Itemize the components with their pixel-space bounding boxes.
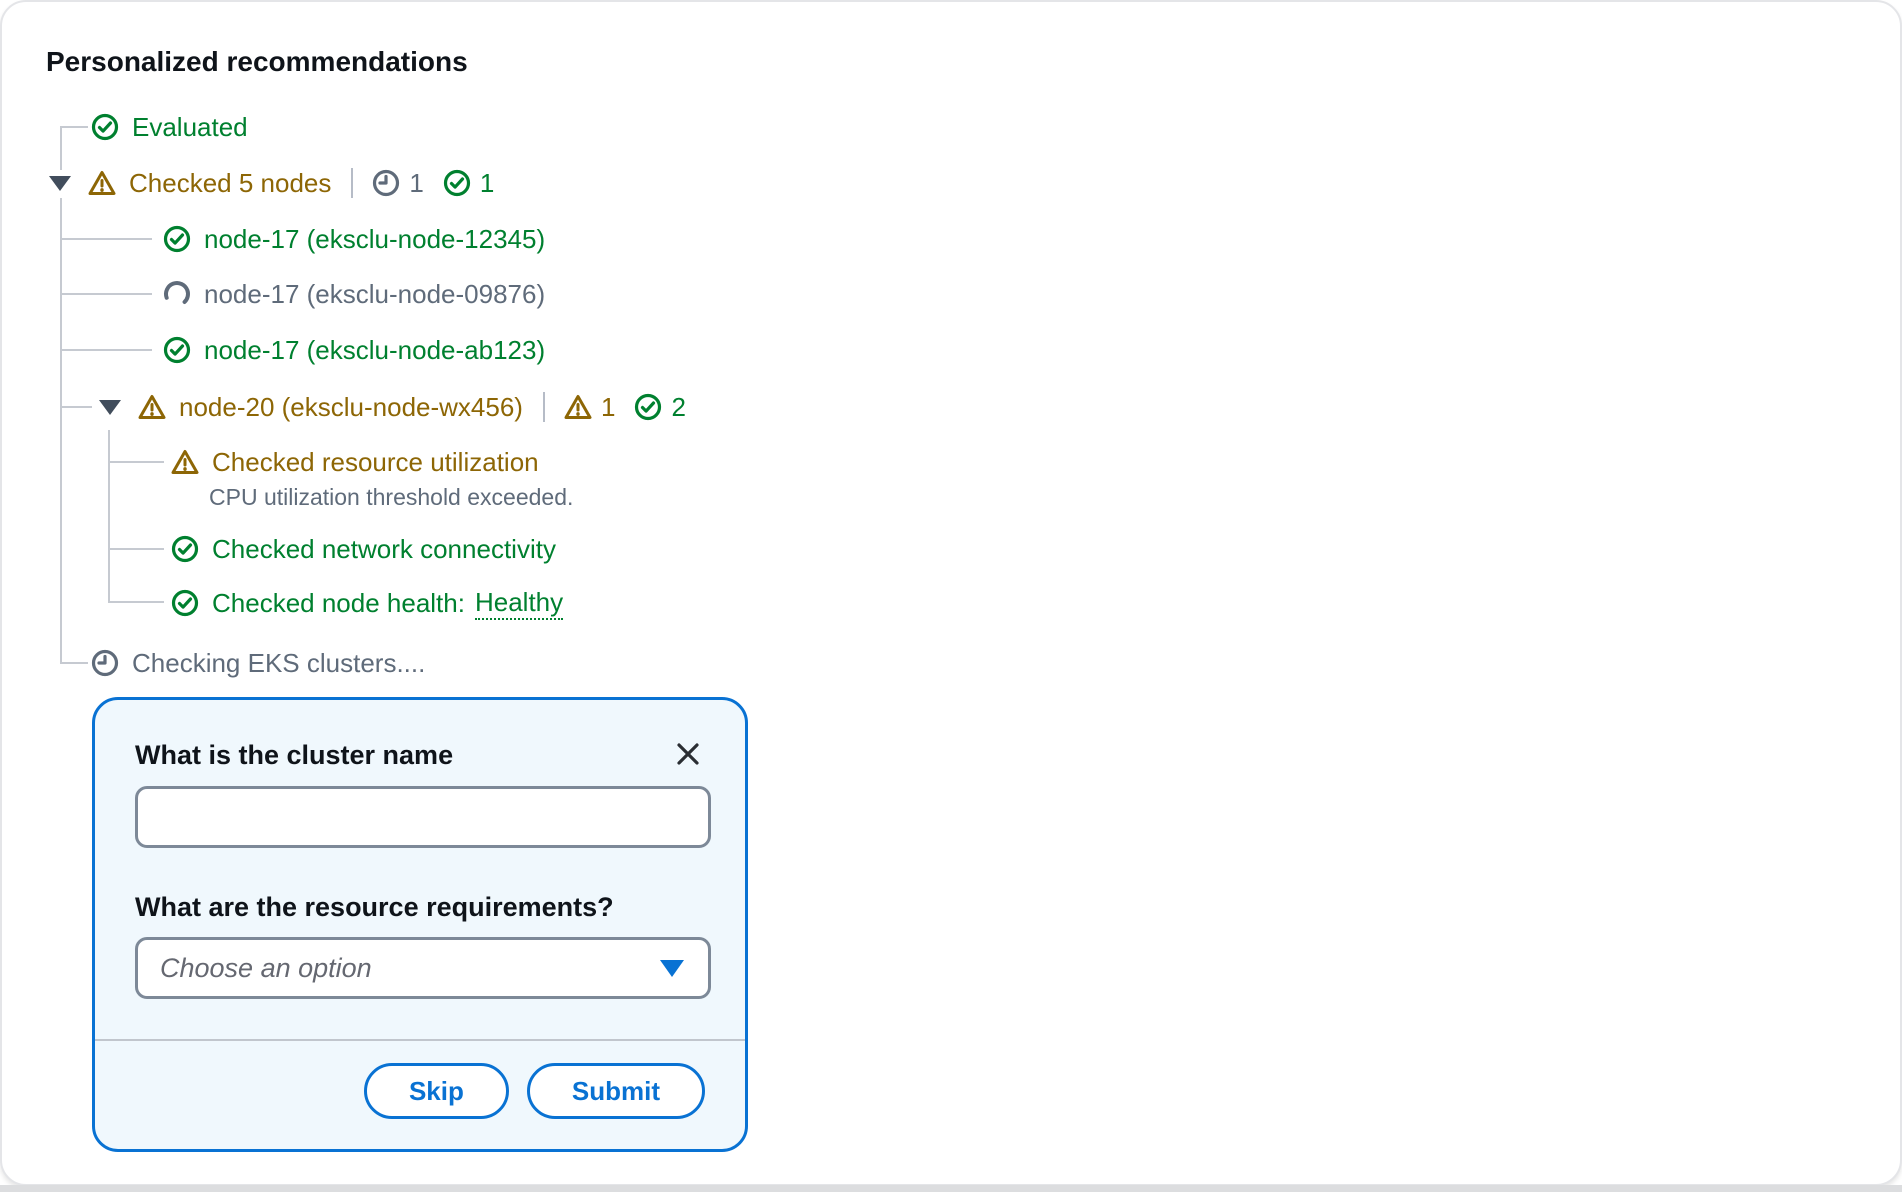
status-success-icon xyxy=(170,588,200,618)
tree-item-label: Evaluated xyxy=(132,111,248,142)
status-warning-icon xyxy=(137,392,167,422)
status-success-icon xyxy=(162,224,192,254)
tree-item-node-12345 xyxy=(162,219,545,259)
tree-item-node-09876 xyxy=(162,274,545,314)
question2-label: What are the resource requirements? xyxy=(135,892,614,922)
tree-item-node-health xyxy=(170,583,563,623)
select-placeholder: Choose an option xyxy=(160,952,372,983)
check-circle-icon xyxy=(633,392,663,422)
tree-item-label: Checked network connectivity xyxy=(212,533,556,564)
step-description: CPU utilization threshold exceeded. xyxy=(209,484,574,510)
pending-count-badge: 1 xyxy=(371,168,423,199)
status-success-icon xyxy=(170,534,200,564)
success-count-badge: 2 xyxy=(633,392,685,423)
tree-item-label: node-20 (eksclu-node-wx456) xyxy=(179,391,523,422)
tree-item-node-ab123 xyxy=(162,330,545,370)
tree-item-checked-5-nodes xyxy=(48,163,494,203)
tree-line xyxy=(108,461,164,463)
tree-item-node-wx456 xyxy=(98,387,686,427)
tree-item-network-connectivity xyxy=(170,529,556,569)
healthy-popover-link[interactable]: Healthy xyxy=(475,587,563,620)
status-success-icon xyxy=(90,112,120,142)
check-circle-icon xyxy=(442,168,472,198)
tree-line xyxy=(60,198,62,664)
tree-line xyxy=(60,293,152,295)
screen-edge xyxy=(0,1185,1902,1192)
tree-item-label: node-17 (eksclu-node-ab123) xyxy=(204,334,546,365)
prompt-card xyxy=(92,697,748,1152)
tree-item-resource-utilization xyxy=(170,442,539,482)
tree-item-label: Checked 5 nodes xyxy=(129,167,332,198)
chevron-down-icon xyxy=(660,960,684,977)
warning-triangle-icon xyxy=(563,392,593,422)
tree-item-evaluated xyxy=(90,107,248,147)
tree-item-label: Checking EKS clusters.... xyxy=(132,647,426,678)
tree-item-label: node-17 (eksclu-node-12345) xyxy=(204,223,546,254)
tree-line xyxy=(60,406,92,408)
loading-spinner-icon xyxy=(162,279,192,309)
badge-separator xyxy=(351,168,353,198)
tree-item-checking-eks xyxy=(90,643,425,683)
submit-button[interactable]: Submit xyxy=(527,1063,705,1119)
page-title: Personalized recommendations xyxy=(46,46,468,77)
tree-line xyxy=(60,126,88,128)
success-count-badge: 1 xyxy=(442,168,494,199)
resource-requirements-select[interactable] xyxy=(135,937,711,999)
badge-separator xyxy=(543,392,545,422)
tree-item-label: node-17 (eksclu-node-09876) xyxy=(204,278,546,309)
status-success-icon xyxy=(162,335,192,365)
collapse-toggle-icon[interactable] xyxy=(98,387,122,427)
status-warning-icon xyxy=(87,168,117,198)
tree-line xyxy=(108,601,164,603)
tree-line xyxy=(108,430,110,603)
status-warning-icon xyxy=(170,447,200,477)
skip-button[interactable]: Skip xyxy=(364,1063,509,1119)
warning-count-badge: 1 xyxy=(563,392,615,423)
close-icon[interactable] xyxy=(671,738,705,772)
question1-label: What is the cluster name xyxy=(135,740,454,770)
clock-icon xyxy=(90,648,120,678)
clock-icon xyxy=(371,168,401,198)
tree-line xyxy=(60,349,152,351)
collapse-toggle-icon[interactable] xyxy=(48,163,72,203)
tree-line xyxy=(108,548,164,550)
tree-item-label: Checked node health: xyxy=(212,587,465,618)
tree-line xyxy=(60,238,152,240)
cluster-name-input[interactable] xyxy=(135,786,711,848)
tree-line xyxy=(60,662,88,664)
tree-item-label: Checked resource utilization xyxy=(212,446,539,477)
